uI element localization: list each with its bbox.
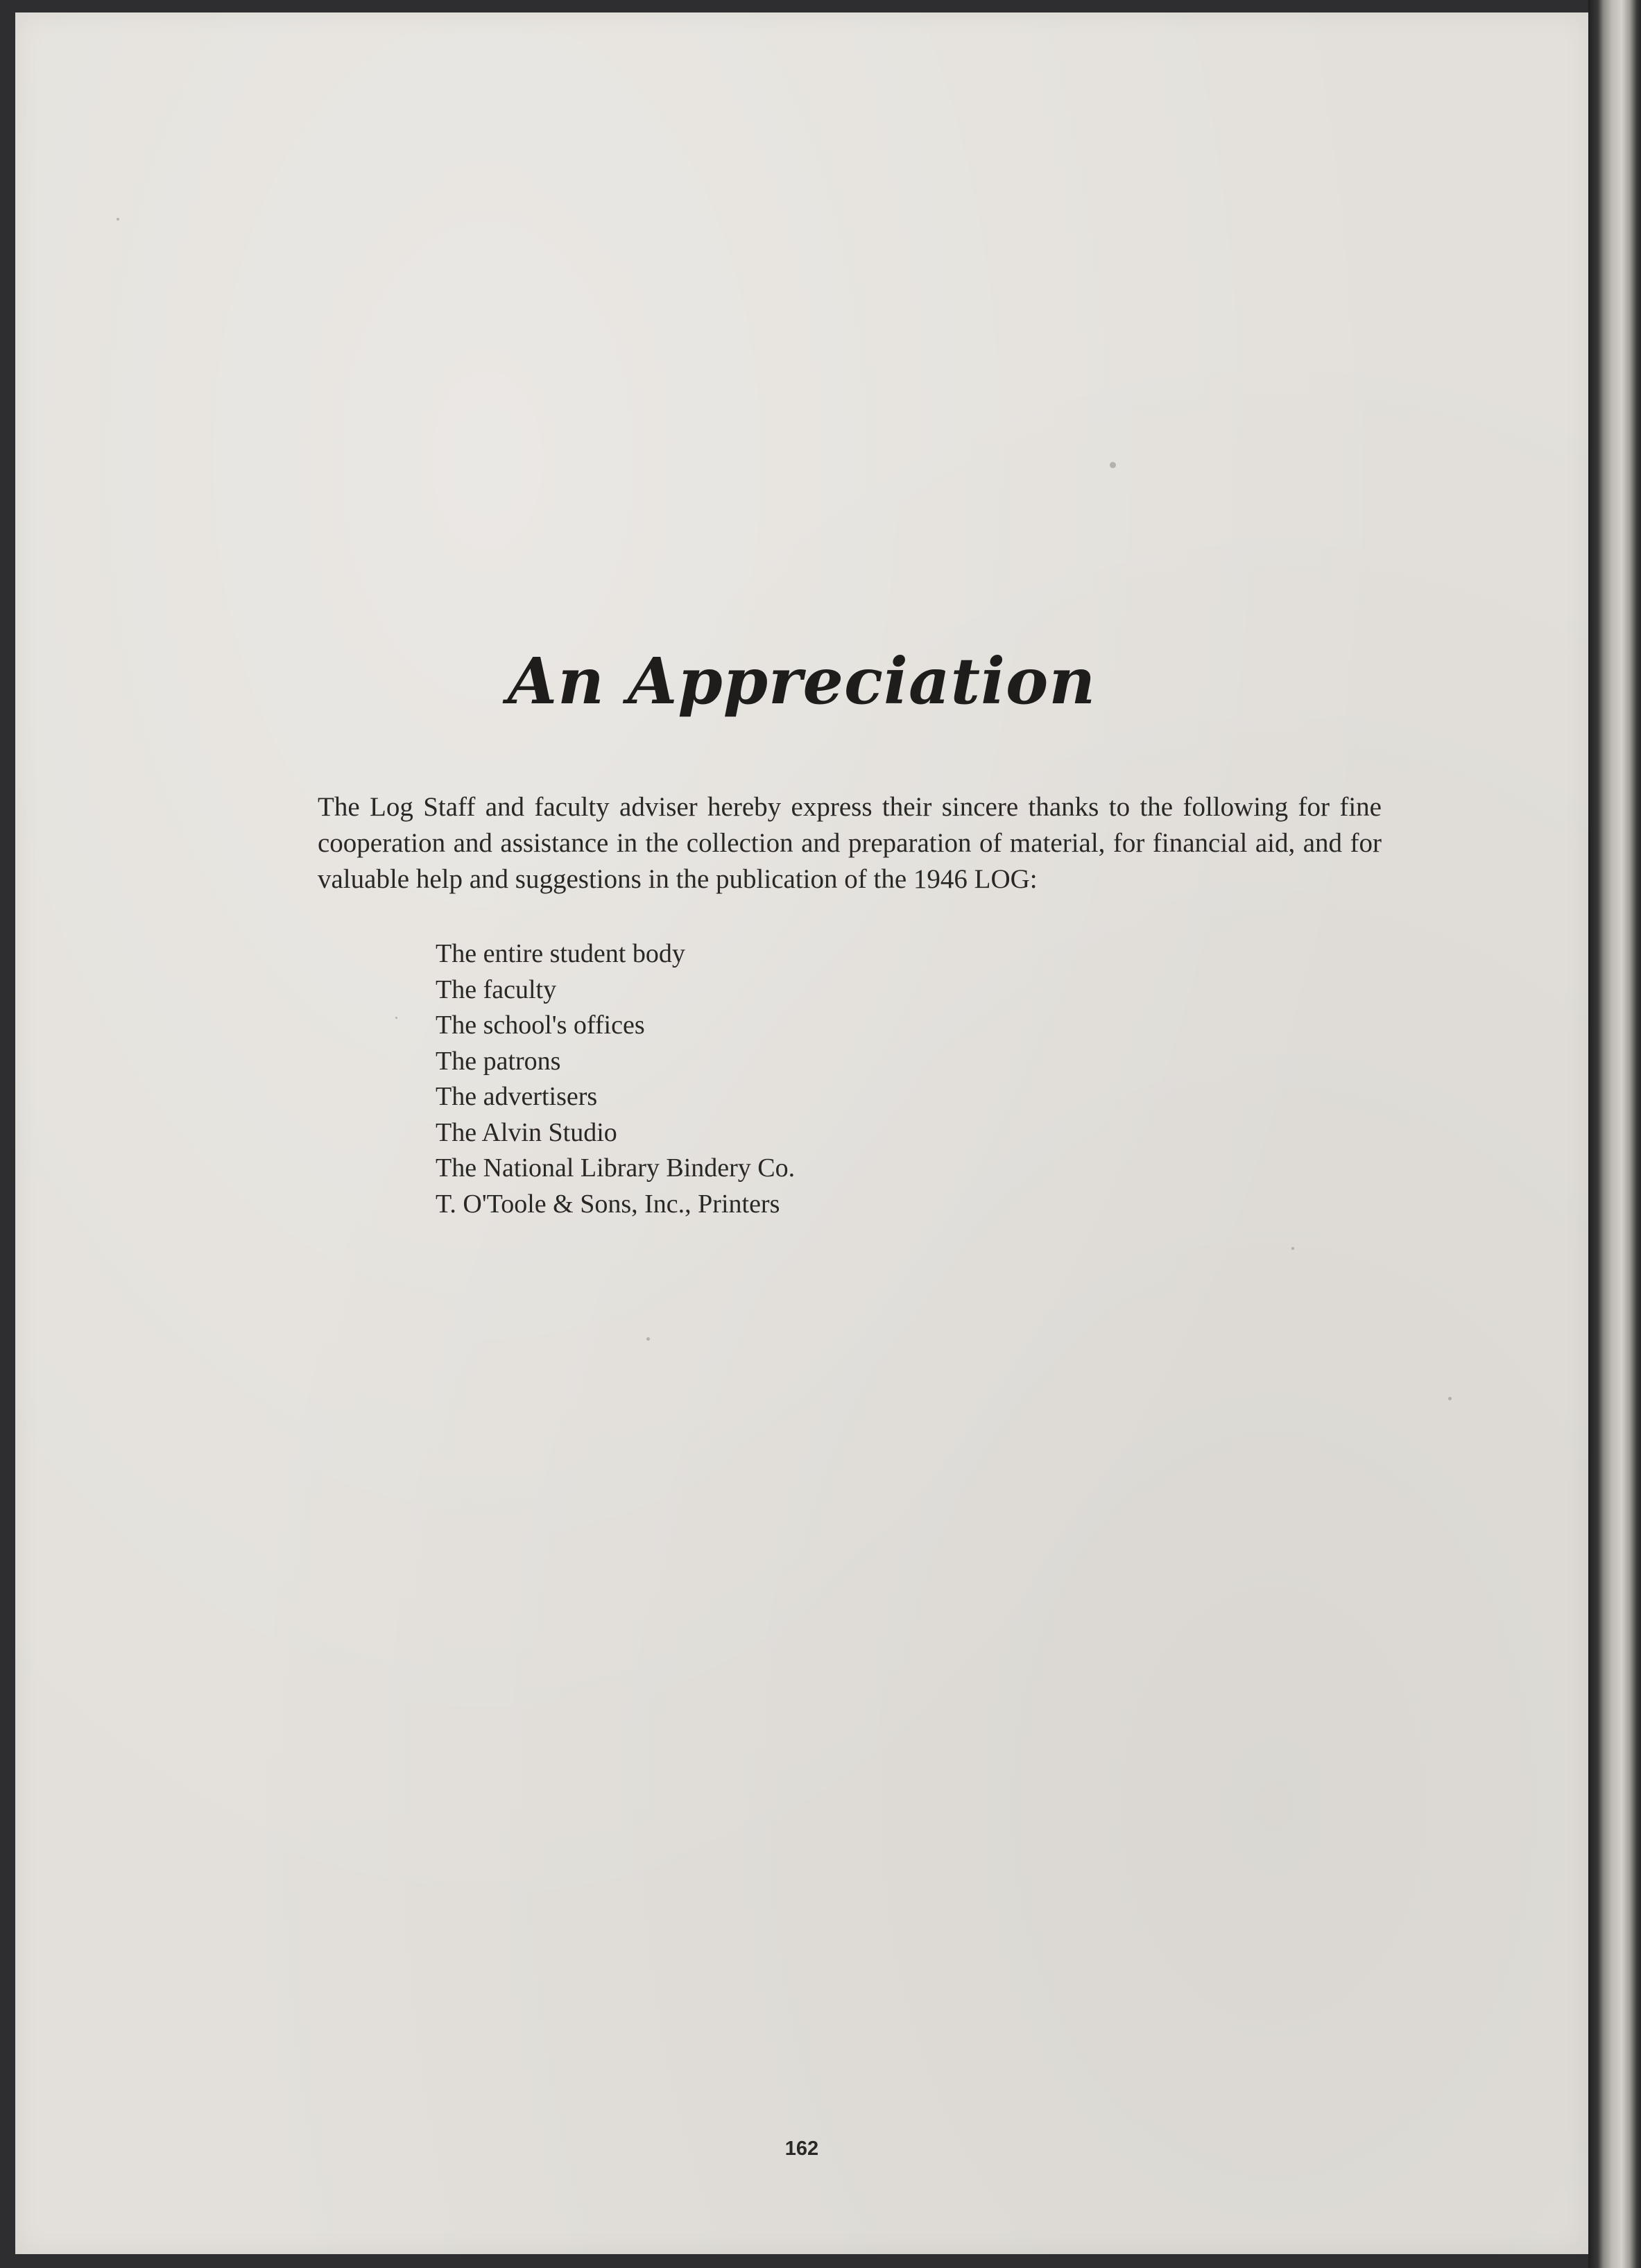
- list-item: The Alvin Studio: [436, 1117, 617, 1147]
- paper-speck: [1291, 1247, 1294, 1250]
- list-item: The advertisers: [436, 1082, 598, 1111]
- page-number: 162: [784, 2138, 819, 2160]
- paper-speck: [1448, 1397, 1452, 1400]
- yearbook-page: [15, 12, 1588, 2254]
- list-item: The school's offices: [436, 1011, 645, 1040]
- paper-speck: [646, 1337, 650, 1341]
- list-item: The entire student body: [436, 939, 685, 968]
- intro-paragraph: The Log Staff and faculty adviser hereby express their sincere thanks to the following for fine cooperation and assistance in the collection and preparation of material, for financial aid, and for valuable help and suggestions in the publication of the 1946 LOG:: [318, 792, 1382, 894]
- list-item: T. O'Toole & Sons, Inc., Printers: [436, 1189, 780, 1219]
- paper-speck: [1110, 462, 1116, 468]
- paper-speck: [395, 1017, 397, 1019]
- list-item: The National Library Bindery Co.: [436, 1153, 796, 1183]
- list-item: The patrons: [436, 1046, 561, 1076]
- page-title: An Appreciation: [507, 644, 1097, 719]
- list-item: The faculty: [436, 974, 557, 1004]
- paper-speck: [117, 218, 119, 221]
- book-spine-edge: [1588, 0, 1641, 2268]
- acknowledgements-list: [436, 936, 795, 1222]
